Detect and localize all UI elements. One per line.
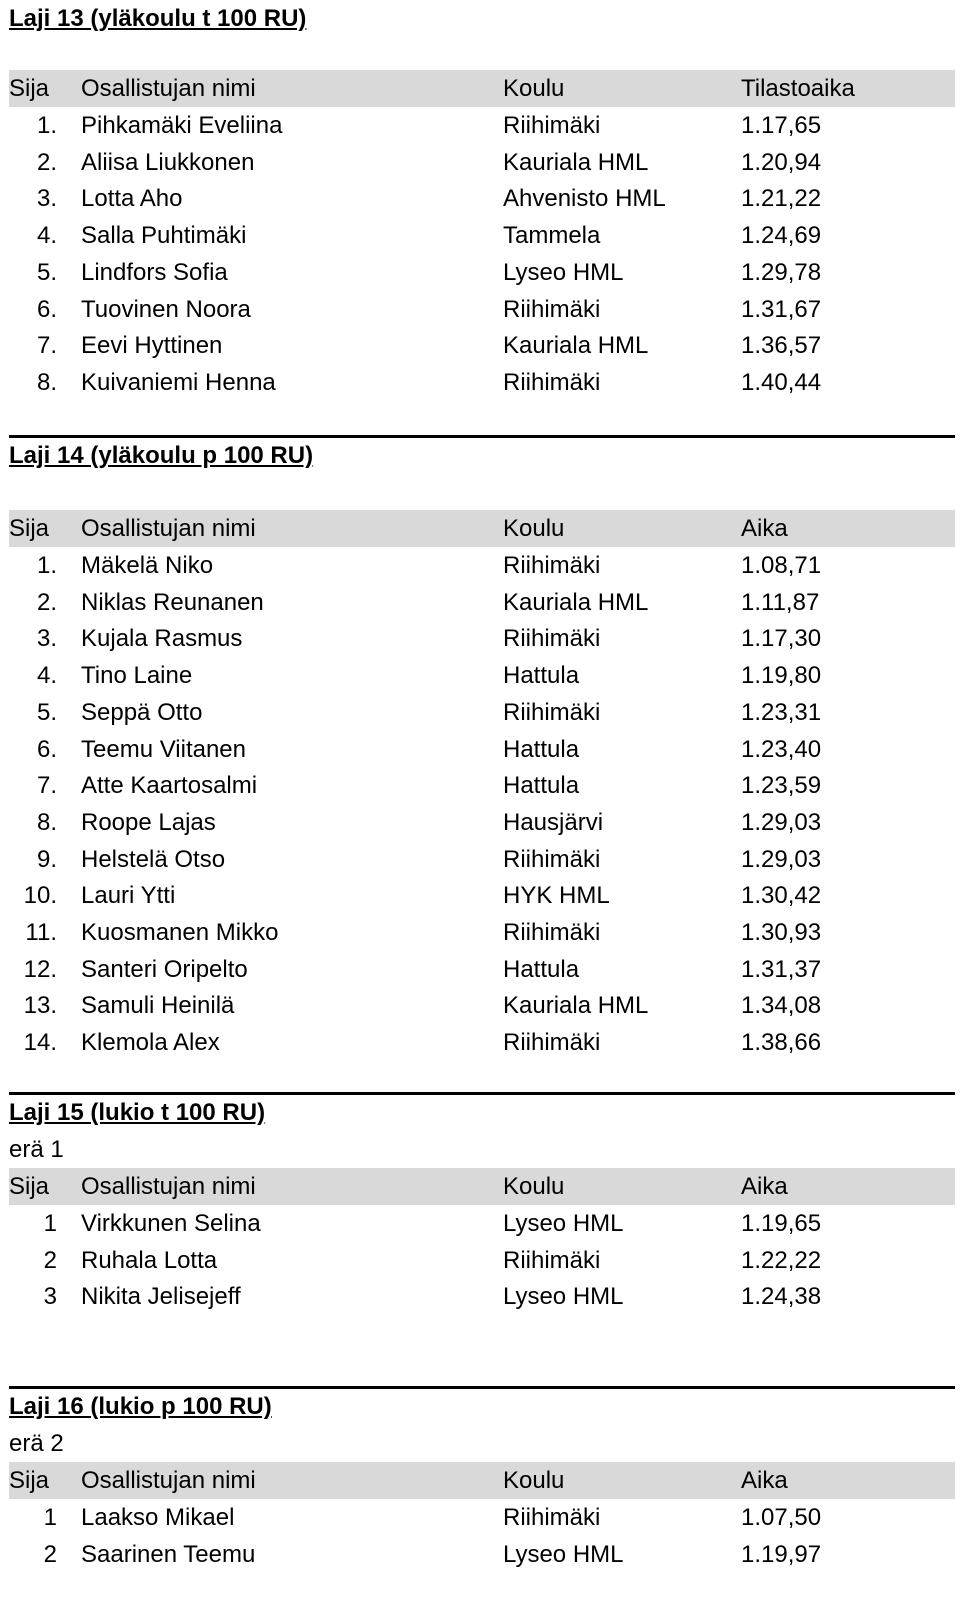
event-title: Laji 15 (lukio t 100 RU)	[9, 1099, 266, 1126]
time-cell: 1.23,59	[741, 772, 822, 800]
table-row	[9, 1024, 955, 1061]
name-cell: Ruhala Lotta	[81, 1246, 218, 1274]
table-row	[9, 1205, 955, 1242]
header-school: Koulu	[503, 1173, 565, 1200]
time-cell: 1.24,69	[741, 222, 822, 250]
position-cell: 12.	[23, 955, 57, 983]
header-position: Sija	[9, 1467, 50, 1494]
name-cell: Teemu Viitanen	[81, 735, 246, 763]
table-row	[9, 327, 955, 364]
name-cell: Tuovinen Noora	[81, 295, 251, 323]
table-row	[9, 547, 955, 584]
position-cell: 5.	[36, 258, 57, 286]
header-time: Aika	[741, 1467, 788, 1494]
header-name: Osallistujan nimi	[81, 75, 256, 102]
position-cell: 13.	[23, 992, 57, 1020]
table-header	[9, 70, 955, 107]
table-row	[9, 841, 955, 878]
time-cell: 1.31,67	[741, 295, 822, 323]
name-cell: Aliisa Liukkonen	[81, 148, 255, 176]
school-cell: Lyseo HML	[503, 1540, 624, 1568]
name-cell: Santeri Oripelto	[81, 955, 248, 983]
position-cell: 3	[43, 1283, 57, 1311]
name-cell: Salla Puhtimäki	[81, 222, 247, 250]
time-cell: 1.29,03	[741, 808, 822, 836]
school-cell: Riihimäki	[503, 919, 601, 946]
school-cell: Riihimäki	[503, 368, 601, 396]
position-cell: 6.	[36, 735, 57, 763]
table-row	[9, 620, 955, 657]
table-row	[9, 180, 955, 217]
position-cell: 2	[43, 1246, 57, 1274]
school-cell: Kauriala HML	[503, 332, 649, 360]
name-cell: Tino Laine	[81, 662, 193, 690]
time-cell: 1.19,65	[741, 1210, 822, 1237]
time-cell: 1.30,42	[741, 882, 822, 910]
school-cell: Hattula	[503, 772, 580, 800]
name-cell: Kuivaniemi Henna	[81, 368, 276, 396]
time-cell: 1.17,65	[741, 112, 822, 139]
name-cell: Laakso Mikael	[81, 1504, 235, 1531]
time-cell: 1.17,30	[741, 625, 822, 653]
school-cell: Riihimäki	[503, 1029, 601, 1057]
name-cell: Saarinen Teemu	[81, 1540, 256, 1568]
name-cell: Virkkunen Selina	[81, 1210, 261, 1237]
time-cell: 1.20,94	[741, 148, 822, 176]
time-cell: 1.29,78	[741, 258, 822, 286]
header-name: Osallistujan nimi	[81, 515, 256, 542]
school-cell: Hattula	[503, 735, 580, 763]
table-row	[9, 1278, 955, 1315]
name-cell: Lindfors Sofia	[81, 258, 228, 286]
name-cell: Klemola Alex	[81, 1029, 220, 1057]
time-cell: 1.11,87	[741, 588, 820, 616]
header-school: Koulu	[503, 1467, 565, 1494]
position-cell: 4.	[36, 662, 57, 690]
school-cell: Kauriala HML	[503, 992, 649, 1020]
table-header	[9, 1168, 955, 1205]
school-cell: Kauriala HML	[503, 148, 649, 176]
position-cell: 3.	[36, 185, 57, 213]
school-cell: Riihimäki	[503, 698, 601, 726]
header-time: Aika	[741, 1173, 788, 1200]
position-cell: 5.	[36, 698, 57, 726]
position-cell: 1	[43, 1504, 57, 1531]
school-cell: Riihimäki	[503, 1246, 601, 1274]
name-cell: Kuosmanen Mikko	[81, 919, 279, 946]
table-row	[9, 914, 955, 951]
school-cell: Lyseo HML	[503, 1210, 624, 1237]
time-cell: 1.36,57	[741, 332, 822, 360]
school-cell: Riihimäki	[503, 112, 601, 139]
school-cell: Riihimäki	[503, 845, 601, 873]
position-cell: 8.	[36, 808, 57, 836]
table-row	[9, 987, 955, 1024]
table-row	[9, 291, 955, 328]
school-cell: Tammela	[503, 222, 601, 250]
header-time: Tilastoaika	[741, 75, 855, 102]
header-position: Sija	[9, 1173, 50, 1200]
table-row	[9, 694, 955, 731]
school-cell: Hattula	[503, 662, 580, 690]
table-header	[9, 1462, 955, 1499]
name-cell: Niklas Reunanen	[81, 588, 264, 616]
table-row	[9, 1536, 955, 1573]
table-row	[9, 144, 955, 181]
name-cell: Lotta Aho	[81, 185, 183, 213]
school-cell: HYK HML	[503, 882, 610, 910]
header-school: Koulu	[503, 75, 565, 102]
school-cell: Hattula	[503, 955, 580, 983]
time-cell: 1.22,22	[741, 1246, 822, 1274]
time-cell: 1.34,08	[741, 992, 822, 1020]
header-school: Koulu	[503, 515, 565, 542]
name-cell: Pihkamäki Eveliina	[81, 112, 283, 139]
header-position: Sija	[9, 75, 50, 102]
name-cell: Lauri Ytti	[81, 882, 176, 910]
header-name: Osallistujan nimi	[81, 1173, 256, 1200]
table-row	[9, 804, 955, 841]
position-cell: 8.	[36, 368, 57, 396]
position-cell: 7.	[36, 332, 57, 360]
table-row	[9, 657, 955, 694]
position-cell: 11.	[25, 919, 57, 946]
school-cell: Riihimäki	[503, 552, 601, 579]
table-row	[9, 1242, 955, 1279]
table-row	[9, 1499, 955, 1536]
position-cell: 2	[43, 1540, 57, 1568]
name-cell: Samuli Heinilä	[81, 992, 235, 1020]
position-cell: 9.	[36, 845, 57, 873]
heat-label: erä 1	[9, 1136, 64, 1163]
name-cell: Roope Lajas	[81, 808, 216, 836]
table-row	[9, 254, 955, 291]
time-cell: 1.31,37	[741, 955, 822, 983]
time-cell: 1.21,22	[741, 185, 822, 213]
position-cell: 1.	[36, 112, 57, 139]
table-row	[9, 364, 955, 401]
time-cell: 1.19,97	[741, 1540, 822, 1568]
position-cell: 6.	[36, 295, 57, 323]
time-cell: 1.19,80	[741, 662, 822, 690]
position-cell: 3.	[36, 625, 57, 653]
position-cell: 1.	[36, 552, 57, 579]
name-cell: Kujala Rasmus	[81, 625, 243, 653]
time-cell: 1.30,93	[741, 919, 822, 946]
time-cell: 1.24,38	[741, 1283, 822, 1311]
name-cell: Helstelä Otso	[81, 845, 226, 873]
event-title: Laji 14 (yläkoulu p 100 RU)	[9, 442, 314, 469]
position-cell: 2.	[36, 148, 57, 176]
time-cell: 1.29,03	[741, 845, 822, 873]
event-title: Laji 16 (lukio p 100 RU)	[9, 1393, 272, 1420]
name-cell: Seppä Otto	[81, 698, 203, 726]
table-row	[9, 951, 955, 988]
school-cell: Riihimäki	[503, 295, 601, 323]
position-cell: 10.	[23, 882, 57, 910]
position-cell: 4.	[36, 222, 57, 250]
table-row	[9, 731, 955, 768]
table-row	[9, 877, 955, 914]
name-cell: Eevi Hyttinen	[81, 332, 223, 360]
table-row	[9, 584, 955, 621]
table-row	[9, 217, 955, 254]
school-cell: Kauriala HML	[503, 588, 649, 616]
heat-label: erä 2	[9, 1430, 64, 1457]
time-cell: 1.23,31	[741, 698, 822, 726]
name-cell: Nikita Jelisejeff	[81, 1283, 241, 1311]
table-header	[9, 510, 955, 547]
time-cell: 1.08,71	[741, 552, 822, 579]
position-cell: 7.	[36, 772, 57, 800]
time-cell: 1.07,50	[741, 1504, 822, 1531]
school-cell: Ahvenisto HML	[503, 185, 666, 213]
time-cell: 1.40,44	[741, 368, 822, 396]
time-cell: 1.38,66	[741, 1029, 822, 1057]
name-cell: Mäkelä Niko	[81, 552, 214, 579]
position-cell: 1	[43, 1210, 57, 1237]
position-cell: 14.	[23, 1029, 57, 1057]
school-cell: Hausjärvi	[503, 808, 604, 836]
school-cell: Lyseo HML	[503, 258, 624, 286]
header-time: Aika	[741, 515, 788, 542]
school-cell: Riihimäki	[503, 1504, 601, 1531]
position-cell: 2.	[36, 588, 57, 616]
time-cell: 1.23,40	[741, 735, 822, 763]
school-cell: Riihimäki	[503, 625, 601, 653]
event-title: Laji 13 (yläkoulu t 100 RU)	[9, 5, 307, 32]
header-name: Osallistujan nimi	[81, 1467, 256, 1494]
school-cell: Lyseo HML	[503, 1283, 624, 1311]
table-row	[9, 767, 955, 804]
name-cell: Atte Kaartosalmi	[81, 772, 258, 800]
header-position: Sija	[9, 515, 50, 542]
table-row	[9, 107, 955, 144]
